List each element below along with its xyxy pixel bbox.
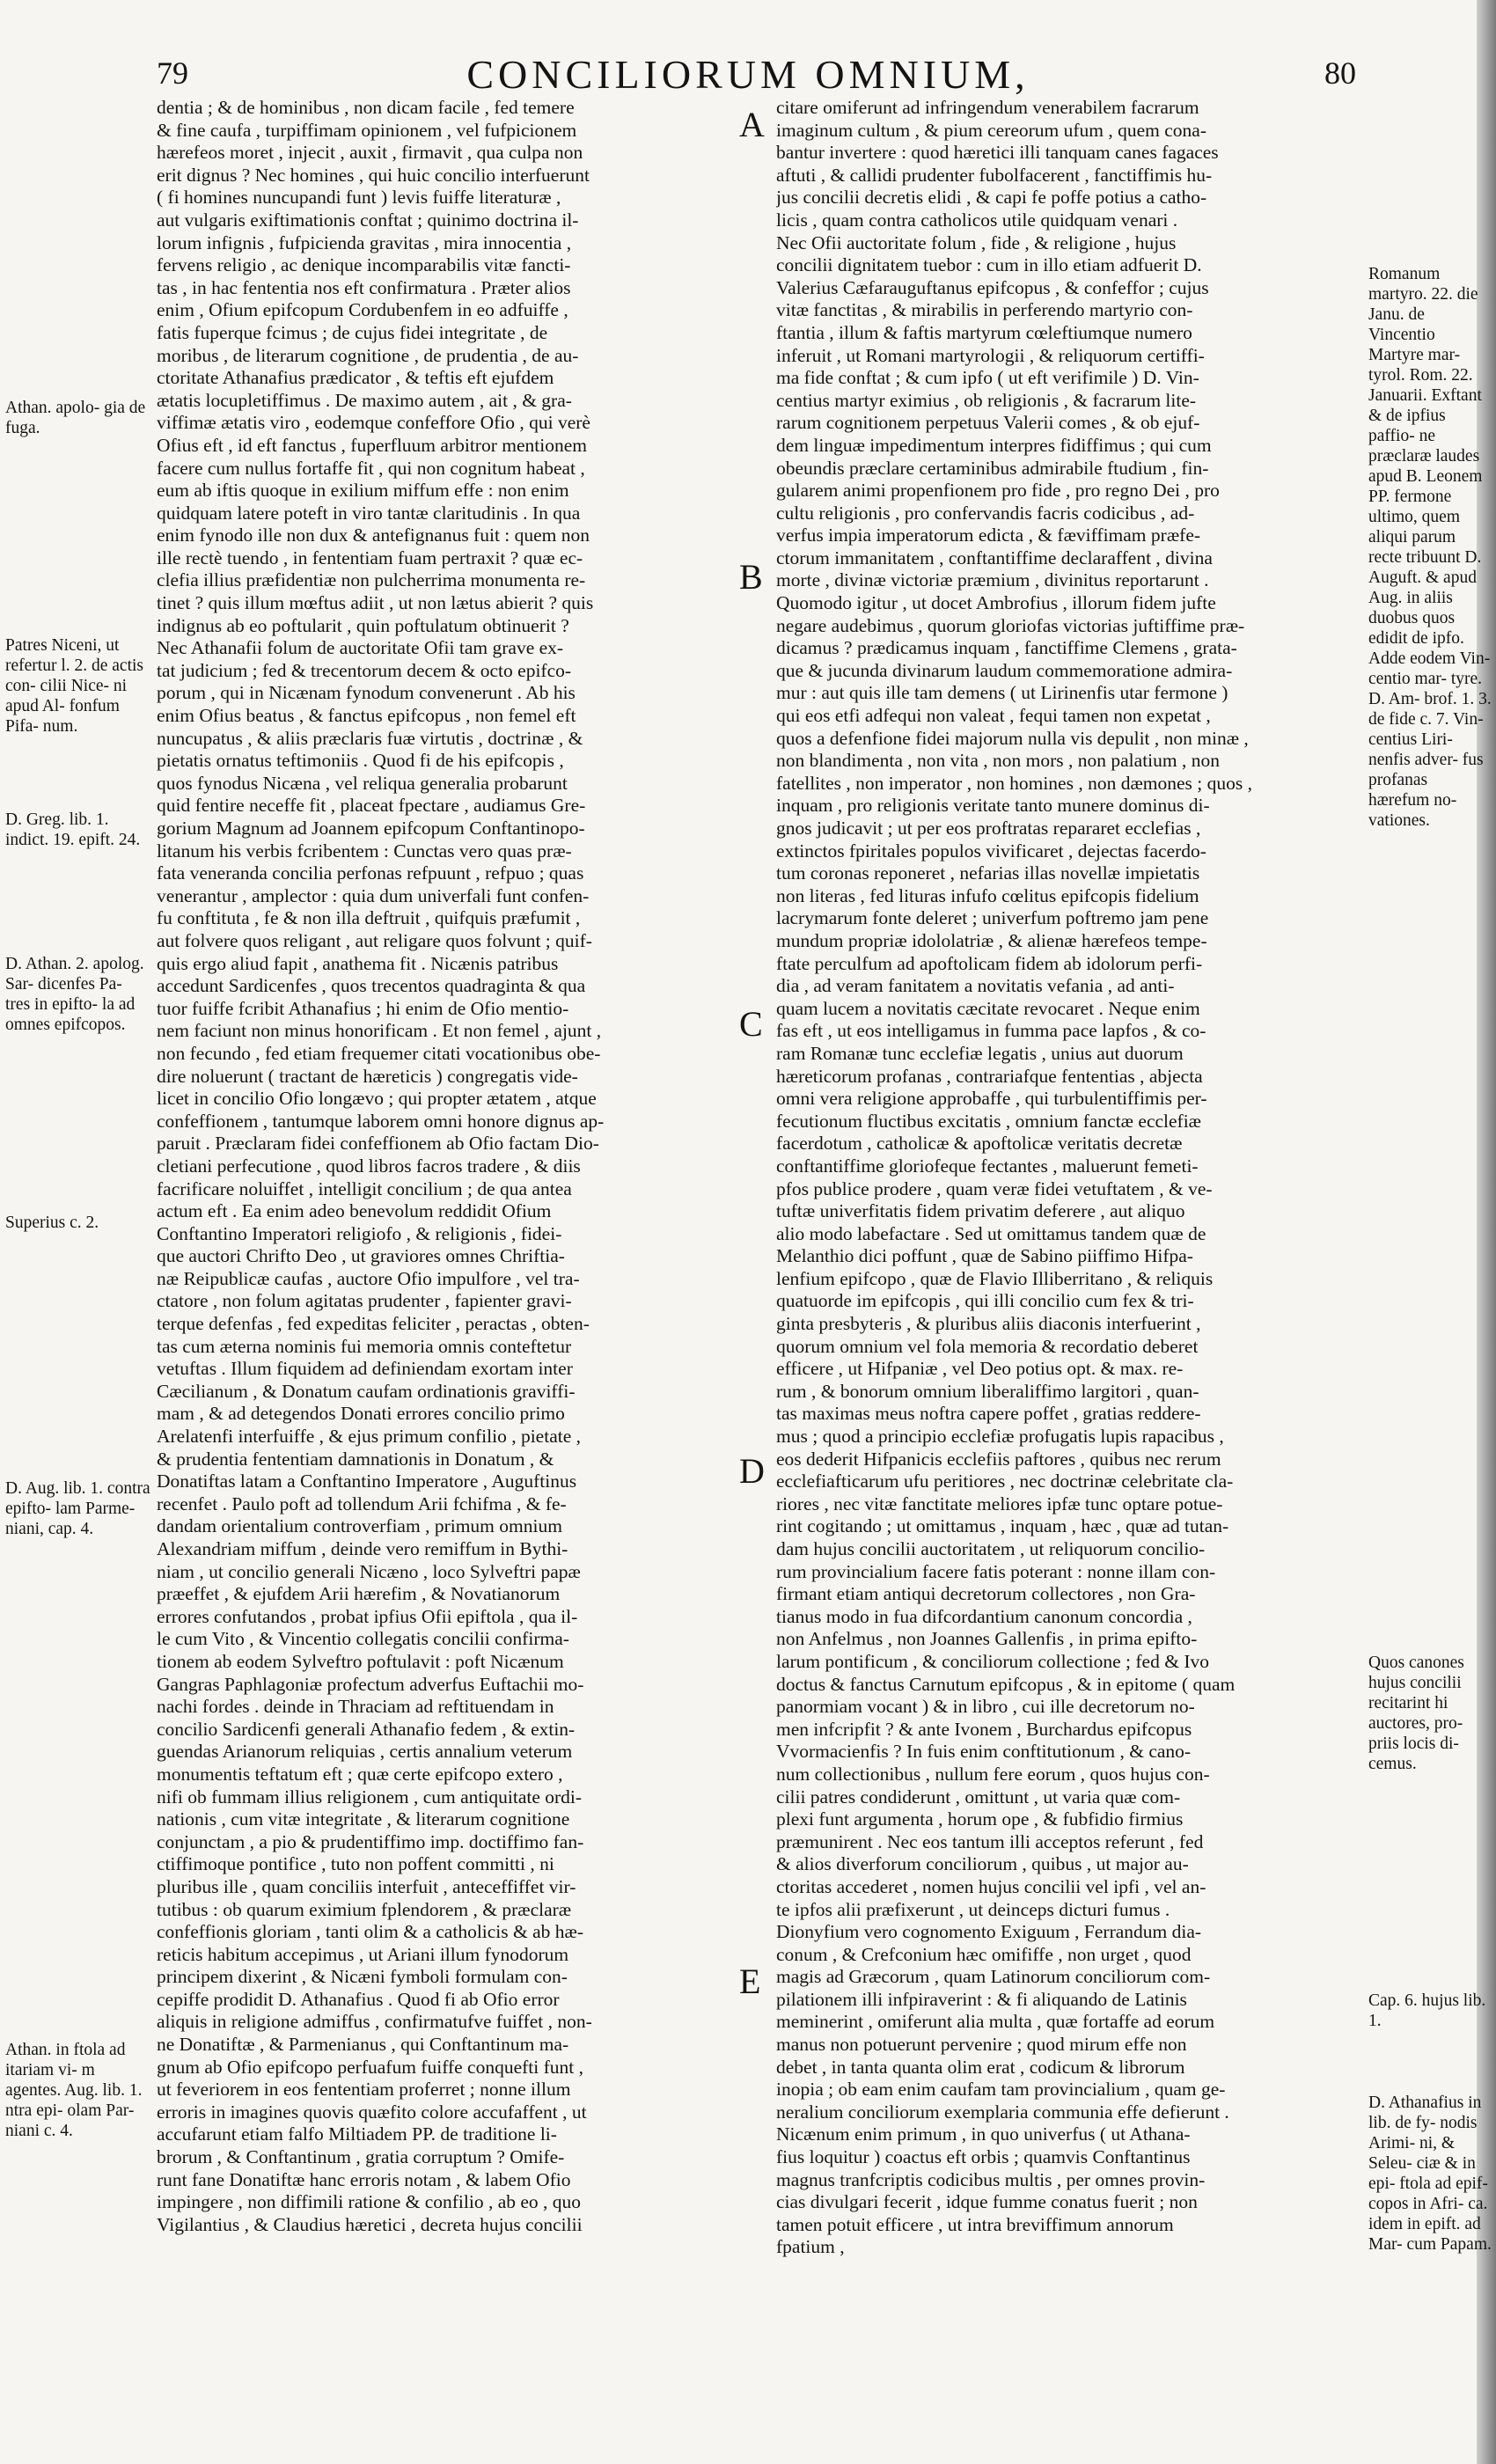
text-line: Ofius eft , id eft fanctus , fuperfluum arbitror mentionem xyxy=(157,434,587,456)
section-letter: A xyxy=(739,105,765,144)
text-line: ctoritas accederet , nomen hujus concilii vel ipfi , vel an- xyxy=(776,1875,1206,1897)
page-number-left: 79 xyxy=(157,55,188,91)
text-line: bantur invertere : quod hæretici illi tanquam canes fagaces xyxy=(776,142,1219,164)
text-line: Nec Ofii auctoritate folum , fide , & religione , hujus xyxy=(776,231,1177,253)
text-line: enim Ofius beatus , & fanctus epifcopus , non femel eft xyxy=(157,705,576,727)
text-line: men infcripfit ? & ante Ivonem , Burchardus epifcopus xyxy=(776,1718,1192,1740)
text-line: verfus impia imperatorum edicta , & fæviffimam præfe- xyxy=(776,524,1201,546)
text-line: Quomodo igitur , ut docet Ambrofius , illorum fidem jufte xyxy=(776,592,1216,614)
text-line: paruit . Præclaram fidei confeffionem ab Ofio factam Dio- xyxy=(157,1133,599,1155)
text-line: num collectionibus , nullum fere eorum , quos hujus con- xyxy=(776,1763,1210,1785)
text-line: te ipfos alii præfixerunt , ut deinceps dicturi fumus . xyxy=(776,1898,1170,1920)
margin-note: Athan. apolo- gia de fuga. xyxy=(5,399,146,437)
text-line: que & jucunda divinarum laudum commemoratione admira- xyxy=(776,659,1233,681)
text-line: quid fentire neceffe fit , placeat fpectare , audiamus Gre- xyxy=(157,795,586,817)
section-letter: C xyxy=(739,1004,763,1044)
text-line: fatellites , non imperator , non homines , non dæmones ; quos , xyxy=(776,772,1253,794)
text-line: tionem ab eodem Sylveftro poftulavit : poft Nicænum xyxy=(157,1650,564,1672)
margin-note: D. Athan. 2. apolog. Sar- dicenfes Pa- tres in epifto- la ad omnes epifcopos. xyxy=(5,955,144,1034)
text-line: reticis habitum accepimus , ut Ariani illum fynodorum xyxy=(157,1943,569,1965)
text-line: tas cum æterna nominis fui memoria omnis conteftetur xyxy=(157,1335,572,1357)
text-line: rum , & bonorum omnium liberaliffimo largitori , quan- xyxy=(776,1380,1199,1402)
text-line: ( fi homines nuncupandi funt ) levis fuiffe literaturæ , xyxy=(157,187,561,209)
text-line: hæreticorum profanas , contrariafque fententias , abjecta xyxy=(776,1065,1203,1087)
text-line: ginta presbyteris , & pluribus aliis diaconis interfuerint , xyxy=(776,1313,1201,1335)
text-line: Dionyfium vero cognomento Exiguum , Ferrandum dia- xyxy=(776,1921,1202,1943)
text-line: gnum ab Ofio epifcopo perfuafum fuiffe conquefti funt , xyxy=(157,2056,583,2078)
text-line: gnos judicavit ; ut per eos proftratas repararet ecclefias , xyxy=(776,818,1201,839)
text-line: ma fide conftat ; & cum ipfo ( ut eft verifimile ) D. Vin- xyxy=(776,367,1199,389)
text-line: imaginum cultum , & pium cereorum ufum , quem cona- xyxy=(776,119,1207,141)
text-line: non Anfelmus , non Joannes Gallenfis , in prima epifto- xyxy=(776,1628,1198,1650)
text-line: eum ab iftis quoque in exilium miffum effe : non enim xyxy=(157,480,569,502)
text-line: cletiani perfecutione , quod libros facros tradere , & diis xyxy=(157,1155,581,1177)
text-line: inopia ; ob eam enim caufam tam provincialium , quam ge- xyxy=(776,2079,1226,2101)
text-line: conftantiffime gloriofeque fectantes , maluerunt femeti- xyxy=(776,1155,1199,1177)
section-letter: E xyxy=(739,1962,761,2001)
text-line: & fine caufa , turpiffimam opinionem , vel fufpicionem xyxy=(157,119,577,141)
text-line: Alexandriam miffum , deinde vero remiffum in Bythi- xyxy=(157,1538,568,1559)
text-line: Nicænum enim primum , in quo univerfus ( ut Athana- xyxy=(776,2123,1191,2145)
margin-note: D. Aug. lib. 1. contra epifto- lam Parme- niani, cap. 4. xyxy=(5,1479,150,1538)
text-line: cepiffe prodidit D. Athanafius . Quod fi ab Ofio error xyxy=(157,1988,560,2010)
text-line: principem dixerint , & Nicæni fymboli formulam con- xyxy=(157,1966,568,1988)
text-line: guendas Arianorum reliquias , certis annalium veterum xyxy=(157,1741,573,1763)
text-line: tas , in hac fententia nos eft confirmatura . Præter alios xyxy=(157,276,571,298)
text-line: concilio Sardicenfi generali Athanafio fedem , & extin- xyxy=(157,1718,576,1740)
section-letter: D xyxy=(739,1451,765,1491)
text-line: tutibus : ob quarum eximium fplendorem , & præclaræ xyxy=(157,1898,572,1920)
text-line: aut vulgaris exiftimationis conftat ; quinimo doctrina il- xyxy=(157,209,579,231)
running-title: CONCILIORUM OMNIUM, xyxy=(466,52,1030,97)
text-line: tum coronas reponeret , nefarias illas novellæ impietatis xyxy=(776,862,1200,884)
text-line: citare omiferunt ad infringendum venerabilem facrarum xyxy=(776,97,1199,118)
text-line: vitæ fanctitas , & mirabilis in perferendo martyrio con- xyxy=(776,299,1193,321)
text-line: nationis , cum vitæ integritate , & literarum cognitione xyxy=(157,1808,570,1830)
text-line: pietatis ornatus teftimoniis . Quod fi de his epifcopis , xyxy=(157,750,564,772)
margin-note: D. Athanafius in lib. de fy- nodis Arimi- ni, & Seleu- ciæ & in epi- ftola ad epif- copos in Afri- ca. idem in epift. ad Mar- cum Papam. xyxy=(1368,2094,1492,2254)
text-line: præeffet , & ejufdem Arii hærefim , & Novatianorum xyxy=(157,1583,561,1605)
text-line: lacrymarum fonte deleret ; univerfum poftremo jam pene xyxy=(776,907,1209,929)
text-line: dem linguæ impedimentum interpres fidiffimus ; qui cum xyxy=(776,434,1212,456)
text-line: dia , ad veram fanitatem a novitatis vefania , ad anti- xyxy=(776,975,1175,997)
text-line: nem faciunt non minus honorificam . Et non femel , ajunt , xyxy=(157,1020,602,1042)
text-line: indignus ab eo poftularit , quin poftulatum obtinuerit ? xyxy=(157,614,569,636)
text-line: aliquis in religione admiffus , confirmatufve fuiffet , non- xyxy=(157,2011,592,2033)
margin-note: Athan. in ftola ad itariam vi- m agentes. Aug. lib. 1. ntra epi- olam Par- niani c. 4. xyxy=(5,2041,143,2140)
text-line: tat judicium ; fed & trecentorum decem & octo epifco- xyxy=(157,659,572,681)
text-line: Nec Athanafii folum de auctoritate Ofii tam grave ex- xyxy=(157,637,564,659)
text-line: jus concilii decretis elidi , & capi fe poffe potius a catho- xyxy=(776,187,1207,209)
text-line: tuftæ univerfitatis fidem privatim deferere , aut aliquo xyxy=(776,1200,1185,1222)
text-line: manus non potuerunt pervenire ; quod mirum effe non xyxy=(776,2034,1187,2056)
text-line: erroris in imagines quovis quæfito colore accufaffent , ut xyxy=(157,2101,587,2123)
text-line: non fecundo , fed etiam frequemer citati vocationibus obe- xyxy=(157,1042,601,1064)
text-line: næ Reipublicæ caufas , auctore Ofio impulfore , vel tra- xyxy=(157,1267,580,1289)
text-line: mam , & ad detegendos Donati errores concilio primo xyxy=(157,1403,565,1425)
text-line: omni vera religione approbaffe , qui turbulentiffimis per- xyxy=(776,1088,1207,1110)
text-line: larum pontificum , & conciliorum collectione ; fed & Ivo xyxy=(776,1650,1209,1672)
text-line: litanum his verbis fcribentem : Cunctas vero quas præ- xyxy=(157,840,572,862)
text-line: mur : aut quis ille tam demens ( ut Lirinenfis utar fermone ) xyxy=(776,682,1228,704)
text-line: pluribus ille , quam conciliis interfuit , anteceffiffet vir- xyxy=(157,1875,576,1897)
text-line: accufarunt etiam falfo Miltiadem PP. de traditione li- xyxy=(157,2123,557,2145)
text-line: gularem animi propenfionem pro fide , pro regno Dei , pro xyxy=(776,480,1220,502)
text-line: dire noluerunt ( tractant de hæreticis ) congregatis vide- xyxy=(157,1065,578,1087)
text-line: eos dederit Hifpanicis ecclefiis paftores , quibus nec rerum xyxy=(776,1448,1221,1470)
margin-note: Cap. 6. hujus lib. 1. xyxy=(1368,1991,1486,2030)
text-line: enim fynodo ille non dux & antefignanus fuit : quem non xyxy=(157,524,590,546)
text-line: licis , quam contra catholicos utile quidquam venari . xyxy=(776,209,1178,231)
text-line: fata veneranda concilia perfonas refpuunt , refpuo ; quas xyxy=(157,862,584,884)
text-line: efficere , ut Hifpaniæ , vel Deo potius opt. & max. re- xyxy=(776,1358,1184,1380)
text-line: firmant etiam antiqui decretorum collectores , non Gra- xyxy=(776,1583,1196,1605)
text-line: ctiffimoque pontifice , tuto non poffent committi , ni xyxy=(157,1853,554,1875)
section-letter: B xyxy=(739,557,763,597)
text-line: fatis fuperque fcimus ; de cujus fidei integritate , de xyxy=(157,321,548,343)
text-line: gorium Magnum ad Joannem epifcopum Conftantinopo- xyxy=(157,818,585,839)
text-line: terque defenfas , fed expeditas feliciter , peractas , obten- xyxy=(157,1313,590,1335)
text-line: conum , & Crefconium hæc omififfe , non urget , quod xyxy=(776,1943,1192,1965)
text-line: ille rectè tuendo , in fententiam fuam pertraxit ? quæ ec- xyxy=(157,546,583,568)
text-line: cultu religionis , pro confervandis facris codicibus , ad- xyxy=(776,502,1195,524)
text-line: negare audebimus , quorum gloriofas victorias juftiffime præ- xyxy=(776,614,1245,636)
text-line: fervens religio , ac denique incomparabilis vitæ fancti- xyxy=(157,254,571,276)
text-line: lorum infignis , fufpicienda gravitas , mira innocentia , xyxy=(157,231,572,253)
text-line: lenfium epifcopo , quæ de Flavio Illiberritano , & reliquis xyxy=(776,1267,1214,1289)
text-line: monumentis teftatum eft ; quæ certe epifcopo extero , xyxy=(157,1763,563,1785)
text-line: ut feveriorem in eos fententiam proferret ; nonne illum xyxy=(157,2079,571,2101)
text-line: dandam orientalium controverfiam , primum omnium xyxy=(157,1515,562,1537)
text-line: rint cogitando ; ut omittamus , inquam , hæc , quæ ad tutan- xyxy=(776,1515,1229,1537)
text-line: obeundis præclare certaminibus admirabile ftudium , fin- xyxy=(776,457,1209,479)
text-line: recenfet . Paulo poft ad tollendum Arii fchifma , & fe- xyxy=(157,1492,567,1514)
text-line: cias divulgari fecerit , idque fumme conatus fuerit ; non xyxy=(776,2191,1198,2213)
text-line: fas eft , ut eos intelligamus in fumma pace lapfos , & co- xyxy=(776,1020,1206,1042)
text-line: debet , in tanta quanta olim erat , codicum & librorum xyxy=(776,2056,1185,2078)
text-line: aftuti , & callidi prudenter fubolfacerent , fanctiffimis hu- xyxy=(776,164,1213,186)
text-line: runt fane Donatiftæ hanc erroris notam , & labem Ofio xyxy=(157,2168,571,2190)
text-line: le cum Vito , & Vincentio collegatis concilii confirma- xyxy=(157,1628,569,1650)
text-line: præmunirent . Nec eos tantum illi acceptos referunt , fed xyxy=(776,1830,1204,1852)
text-line: quatuorde im epifcopis , qui illi concilio cum fex & tri- xyxy=(776,1290,1194,1312)
text-line: venerantur , amplector : quia dum univerfali funt confen- xyxy=(157,884,590,906)
text-line: neralium conciliorum exemplaria communia effe defierunt . xyxy=(776,2101,1229,2123)
text-line: dentia ; & de hominibus , non dicam facile , fed temere xyxy=(157,97,575,118)
text-line: ætatis locupletiffimus . De maximo autem , ait , & gra- xyxy=(157,389,572,411)
text-line: Valerius Cæfarauguftanus epifcopus , & confeffor ; cujus xyxy=(776,276,1209,298)
text-line: mus ; quod a principio ecclefiæ profugatis lupis rapacibus , xyxy=(776,1426,1224,1448)
text-line: inferuit , ut Romani martyrologii , & reliquorum certiffi- xyxy=(776,344,1205,366)
text-line: aut folvere quos religant , aut religare quos folvunt ; quif- xyxy=(157,929,592,951)
text-line: doctus & fanctus Carnutum epifcopus , & in epitome ( quam xyxy=(776,1673,1236,1695)
text-line: accedunt Sardicenfes , quos trecentos quadraginta & qua xyxy=(157,975,586,997)
text-line: non blandimenta , non vita , non mors , non palatium , non xyxy=(776,750,1220,772)
text-line: ftate perculfum ad apoftolicam fidem ab idolorum perfi- xyxy=(776,952,1203,974)
margin-note: Patres Niceni, ut refertur l. 2. de actis con- cilii Nice- ni apud Al- fonfum Pifa- num. xyxy=(5,636,144,736)
text-line: quis ergo aliud fapit , anathema fit . Nicænis patribus xyxy=(157,952,559,974)
text-line: nifi ob fummam illius religionem , cum antiquitate ordi- xyxy=(157,1786,583,1808)
text-line: niam , ut concilio generali Nicæno , loco Sylveftri papæ xyxy=(157,1560,581,1582)
text-column-left xyxy=(157,97,729,2236)
text-line: actum eft . Ea enim adeo benevolum reddidit Ofium xyxy=(157,1200,552,1222)
text-line: conjunctam , a pio & prudentiffimo imp. doctiffimo fan- xyxy=(157,1830,584,1852)
text-line: Donatiftas latam a Conftantino Imperatore , Auguftinus xyxy=(157,1470,577,1492)
text-line: errores confutandos , probat ipfius Ofii epiftola , qua il- xyxy=(157,1605,578,1627)
text-line: plexi funt argumenta , horum ope , & fubfidio firmius xyxy=(776,1808,1184,1830)
text-line: viffimæ ætatis viro , eodemque confeffore Ofio , qui verè xyxy=(157,412,590,434)
text-line: tianus modo in fua difcordantium canonum concordia , xyxy=(776,1605,1192,1627)
text-line: tas maximas meus noftra capere poffet , gratias reddere- xyxy=(776,1403,1201,1425)
text-line: dicamus ? prædicamus inquam , fanctiffime Clemens , grata- xyxy=(776,637,1237,659)
text-line: extinctos fpiritales populos vivificaret , dejectas facerdo- xyxy=(776,840,1206,862)
text-line: impingere , non diffimili ratione & confilio , ab eo , quo xyxy=(157,2191,582,2213)
text-line: brorum , & Conftantinum , gratia corruptum ? Omife- xyxy=(157,2146,565,2168)
text-column-right xyxy=(776,97,1357,2259)
text-line: quam lucem a novitatis cæcitate revocaret . Neque enim xyxy=(776,997,1200,1019)
text-line: non literas , fed lituras infufo cœlitus epifcopis fidelium xyxy=(776,884,1199,906)
text-line: hærefeos moret , injecit , auxit , firmavit , qua culpa non xyxy=(157,142,583,164)
text-line: Vvormacienfis ? In fuis enim conftitutionum , & cano- xyxy=(776,1741,1192,1763)
text-line: ctorum immanitatem , conftantiffime declaraffent , divina xyxy=(776,546,1213,568)
page-number-right: 80 xyxy=(1324,55,1356,91)
text-line: tuor fuiffe fcribit Athanafius ; hi enim de Ofio mentio- xyxy=(157,997,569,1019)
text-line: tamen potuit efficere , ut intra breviffimum annorum xyxy=(776,2213,1174,2235)
text-line: que auctori Chrifto Deo , ut graviores omnes Chriftia- xyxy=(157,1245,565,1267)
text-line: magnus tranfcriptis codicibus multis , per omnes provin- xyxy=(776,2168,1206,2190)
text-line: ram Romanæ tunc ecclefiæ legatis , unius aut duorum xyxy=(776,1042,1184,1064)
text-line: morte , divinæ victoriæ præmium , divinitus reportarunt . xyxy=(776,569,1209,591)
text-line: quorum omnium vel fola memoria & recordatio deberet xyxy=(776,1335,1199,1357)
margin-note: D. Greg. lib. 1. indict. 19. epift. 24. xyxy=(5,810,141,849)
text-line: & prudentia fententiam damnationis in Donatum , & xyxy=(157,1448,554,1470)
text-line: mundum propriæ idololatriæ , & alienæ hærefeos tempe- xyxy=(776,929,1207,951)
text-line: nachi fordes . deinde in Thraciam ad reftituendam in xyxy=(157,1696,554,1718)
text-line: Melanthio dici poffunt , quæ de Sabino piiffimo Hifpa- xyxy=(776,1245,1193,1267)
margin-note: Romanum martyro. 22. die Janu. de Vincentio Martyre mar- tyrol. Rom. 22. Januarii. Exftant & de ipfius paffio- ne præclaræ laudes apud B. Leonem PP. fermone ultimo, quem aliqui parum recte tribuunt D. Auguft. & apud Aug. in aliis duobus quos edidit de ipfo. Adde eodem Vin- centio mar- tyre. D. Am- brof. 1. 3. de fide c. 7. Vin- centius Liri- nenfis adver- fus profanas hærefum no- vationes. xyxy=(1368,265,1492,830)
text-line: ecclefiafticarum ufu peritiores , nec doctrinæ celebritate cla- xyxy=(776,1470,1234,1492)
text-line: & alios diverforum conciliorum , quibus , ut major au- xyxy=(776,1853,1189,1875)
margin-note: Superius c. 2. xyxy=(5,1214,99,1232)
text-line: facrificare noluiffet , intelligit concilium ; de qua antea xyxy=(157,1177,572,1199)
text-line: ftantia , illum & faftis martyrum cœleftiumque numero xyxy=(776,321,1192,343)
text-line: fpatium , xyxy=(776,2236,845,2258)
text-line: confeffionem , tantumque laborem omni honore dignus ap- xyxy=(157,1110,605,1132)
text-line: rarum cognitionem perpetuus Valerii comes , & ob ejuf- xyxy=(776,412,1200,434)
text-line: Gangras Paphlagoniæ profectum adverfus Euftachii mo- xyxy=(157,1673,584,1695)
text-line: ctatore , non folum agitatas prudenter , fapienter gravi- xyxy=(157,1290,572,1312)
text-line: alio modo labefactare . Sed ut omittamus tandem quæ de xyxy=(776,1222,1206,1244)
text-line: Vigilantius , & Claudius hæretici , decreta hujus concilii xyxy=(157,2213,583,2235)
text-line: pilationem illi infpiraverint : & fi aliquando de Latinis xyxy=(776,1988,1187,2010)
text-line: tinet ? quis illum mœftus adiit , ut non lætus abierit ? quis xyxy=(157,592,594,614)
text-line: panormiam vocant ) & in libro , cui ille decretorum no- xyxy=(776,1696,1195,1718)
text-line: fu conftituta , fe & non illa deftruit , quifquis præfumit , xyxy=(157,907,581,929)
text-line: Cæcilianum , & Donatum caufam ordinationis graviffi- xyxy=(157,1380,576,1402)
text-line: facere cum nullus fortaffe fit , qui non cognitum habeat , xyxy=(157,457,585,479)
text-line: fius loquitur ) coactus eft orbis ; quamvis Conftantinus xyxy=(776,2146,1191,2168)
text-line: Arelatenfi interfuiffe , & ejus primum confilio , pietate , xyxy=(157,1426,582,1448)
text-line: quos a defenfione fidei majorum nulla vis depulit , non minæ , xyxy=(776,727,1249,749)
text-line: moribus , de literarum cognitione , de prudentia , de au- xyxy=(157,344,579,366)
text-line: clefia illius præfidentiæ non pulcherrima monumenta re- xyxy=(157,569,586,591)
text-line: licet in concilio Ofio longævo ; qui propter ætatem , atque xyxy=(157,1088,597,1110)
text-line: pfos publice prodere , quam veræ fidei vetuftatem , & ve- xyxy=(776,1177,1213,1199)
text-line: enim , Ofium epifcopum Cordubenfem in eo adfuiffe , xyxy=(157,299,568,321)
text-line: concilii dignitatem tuebor : cum in illo etiam adfuerit D. xyxy=(776,254,1202,276)
text-line: Conftantino Imperatori religiofo , & religionis , fidei- xyxy=(157,1222,562,1244)
text-line: fecutionum fluctibus excitatis , omnium fanctæ ecclefiæ xyxy=(776,1110,1202,1132)
text-line: dam hujus concilii auctoritatem , ut reliquorum concilio- xyxy=(776,1538,1206,1559)
text-line: porum , qui in Nicænam fynodum convenerunt . Ab his xyxy=(157,682,576,704)
text-line: erit dignus ? Nec homines , qui huic concilio interfuerunt xyxy=(157,164,590,186)
text-line: ctoritate Athanafius prædicator , & teftis eft ejufdem xyxy=(157,367,554,389)
text-line: rum provincialium facere fatis poterant : nonne illam con- xyxy=(776,1560,1216,1582)
text-line: riores , nec vitæ fanctitate meliores ipfæ tunc optare potue- xyxy=(776,1492,1223,1514)
text-line: quos fynodus Nicæna , vel reliqua generalia probarunt xyxy=(157,772,568,794)
text-line: facerdotum , catholicæ & apoftolicæ veritatis decretæ xyxy=(776,1133,1183,1155)
text-line: magis ad Græcorum , quam Latinorum conciliorum com- xyxy=(776,1966,1211,1988)
text-line: nuncupatus , & aliis præclaris fuæ virtutis , doctrinæ , & xyxy=(157,727,583,749)
text-line: qui eos etfi adfequi non valeat , fequi tamen non expetat , xyxy=(776,705,1211,727)
text-line: confeffionis gloriam , tanti olim & a catholicis & ab hæ- xyxy=(157,1921,584,1943)
text-line: quidquam latere poteft in viro tantæ claritudinis . In qua xyxy=(157,502,581,524)
text-line: ne Donatiftæ , & Parmenianus , qui Conftantinum ma- xyxy=(157,2034,569,2056)
text-line: cilii patres condiderunt , omittunt , ut varia quæ com- xyxy=(776,1786,1181,1808)
text-line: centius martyr eximius , ob religionis , & facrarum lite- xyxy=(776,389,1197,411)
margin-note: Quos canones hujus concilii recitarint hi auctores, pro- priis locis di- cemus. xyxy=(1368,1654,1464,1773)
text-line: inquam , pro religionis veritate tanto munere dominus di- xyxy=(776,795,1210,817)
text-line: meminerint , omiferunt alia multa , quæ fortaffe ad eorum xyxy=(776,2011,1215,2033)
text-line: vetuftas . Illum fiquidem ad definiendam exortam inter xyxy=(157,1358,573,1380)
